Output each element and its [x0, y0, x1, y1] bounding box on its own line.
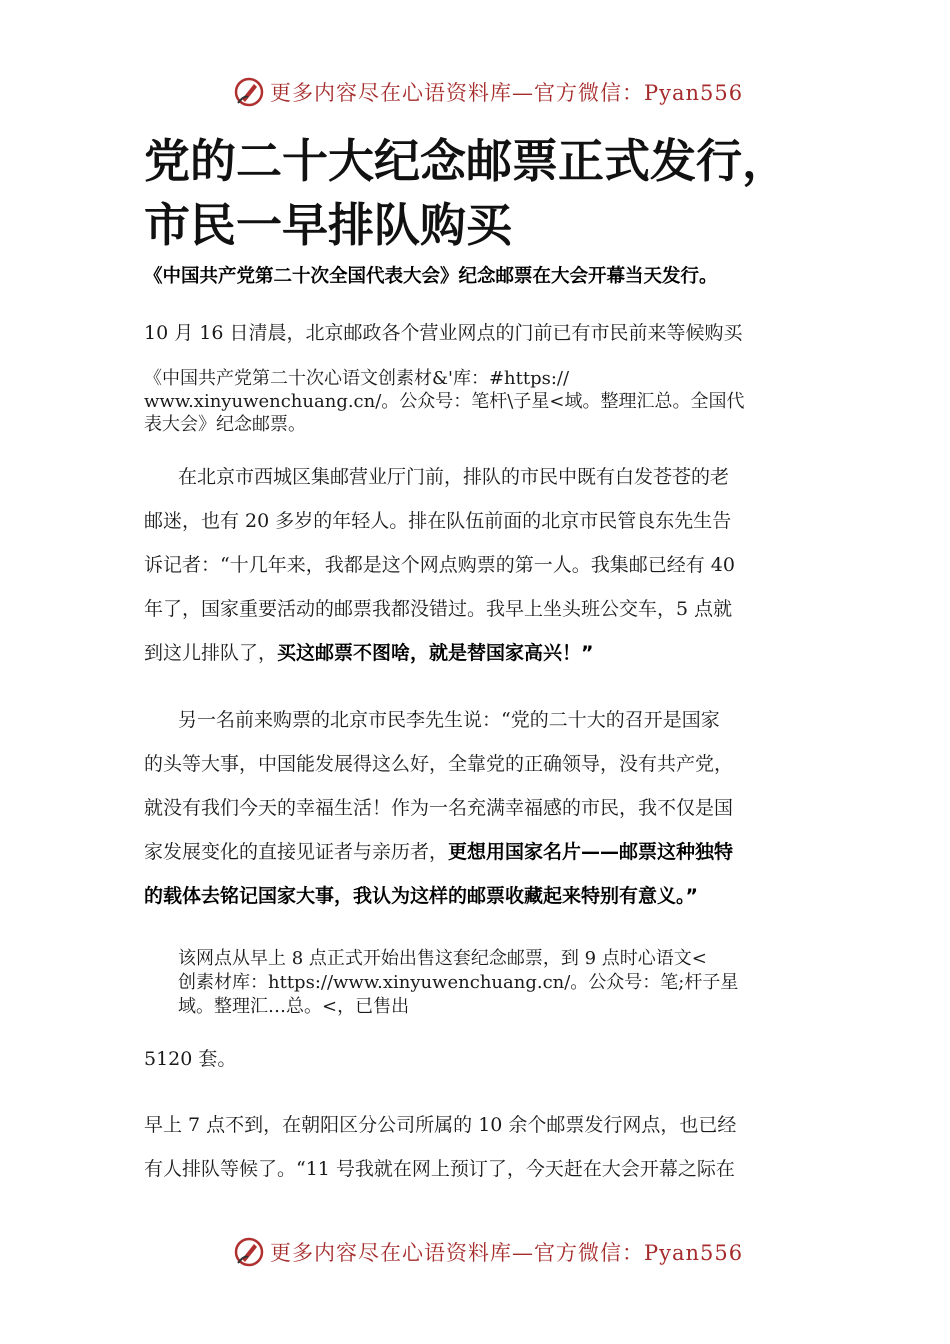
paragraph-3-emphasis-1: 更想用国家名片——邮票这种独特	[448, 841, 734, 863]
paragraph-3-line-4-text: 家发展变化的直接见证者与亲历者，	[144, 841, 449, 863]
watermark-1-line-1: 《中国共产党第二十次心语文创素材&'库：#https://	[144, 368, 570, 389]
paragraph-3-line-2: 的头等大事，中国能发展得这么好，全靠党的正确领导，没有共产党，	[144, 753, 734, 775]
paragraph-3-line-4	[144, 837, 733, 864]
watermark-2-line-3: 域。整理汇…总。<，已售出	[178, 996, 410, 1017]
banner-text: 更多内容尽在心语资料库—官方微信：Pyan556	[270, 81, 744, 105]
paragraph-2-line-3: 诉记者：“十几年来，我都是这个网点购票的第一人。我集邮已经有 40	[144, 554, 735, 576]
paragraph-3-emphasis-2: 的载体去铭记国家大事，我认为这样的邮票收藏起来特别有意义。”	[144, 885, 698, 907]
banner-text: 更多内容尽在心语资料库—官方微信：Pyan556	[270, 1241, 744, 1265]
lead-sentence: 《中国共产党第二十次全国代表大会》纪念邮票在大会开幕当天发行。	[144, 266, 718, 287]
paragraph-1: 10 月 16 日清晨，北京邮政各个营业网点的门前已有市民前来等候购买	[144, 322, 743, 344]
watermark-1-line-2: www.xinyuwenchuang.cn/。公众号：笔杆\子星<域。整理汇总。全国代	[144, 391, 745, 412]
paragraph-2-line-2: 邮迷，也有 20 多岁的年轻人。排在队伍前面的北京市民管良东先生告	[144, 510, 732, 532]
paragraph-2-emphasis: 买这邮票不图啥，就是替国家高兴！”	[277, 642, 594, 664]
watermark-1-line-3: 表大会》纪念邮票。	[144, 414, 306, 435]
paragraph-3-line-5	[144, 881, 698, 908]
paragraph-2-line-1: 在北京市西城区集邮营业厅门前，排队的市民中既有白发苍苍的老	[178, 466, 730, 488]
pen-logo-icon	[232, 75, 266, 109]
paragraph-2-line-5-text: 到这儿排队了，	[144, 642, 278, 664]
paragraph-4: 5120 套。	[144, 1048, 237, 1070]
paragraph-2-line-4: 年了，国家重要活动的邮票我都没错过。我早上坐头班公交车，5 点就	[144, 598, 733, 620]
page-title-line-2: 市民一早排队购买	[144, 198, 512, 252]
watermark-2-line-1: 该网点从早上 8 点正式开始出售这套纪念邮票，到 9 点时心语文<	[178, 948, 707, 969]
paragraph-3-line-3: 就没有我们今天的幸福生活！作为一名充满幸福感的市民，我不仅是国	[144, 797, 734, 819]
paragraph-2-line-5	[144, 638, 594, 665]
bottom-banner	[232, 1234, 752, 1270]
pen-logo-icon	[232, 1235, 266, 1269]
top-banner	[232, 74, 752, 110]
page-title-line-1: 党的二十大纪念邮票正式发行，	[144, 134, 788, 188]
watermark-2-line-2: 创素材库：https://www.xinyuwenchuang.cn/。公众号：笔;杆子星	[178, 972, 739, 993]
paragraph-5-line-2: 有人排队等候了。“11 号我就在网上预订了，今天赶在大会开幕之际在	[144, 1158, 735, 1180]
paragraph-5-line-1: 早上 7 点不到，在朝阳区分公司所属的 10 余个邮票发行网点，也已经	[144, 1114, 737, 1136]
paragraph-3-line-1: 另一名前来购票的北京市民李先生说：“党的二十大的召开是国家	[178, 709, 720, 731]
